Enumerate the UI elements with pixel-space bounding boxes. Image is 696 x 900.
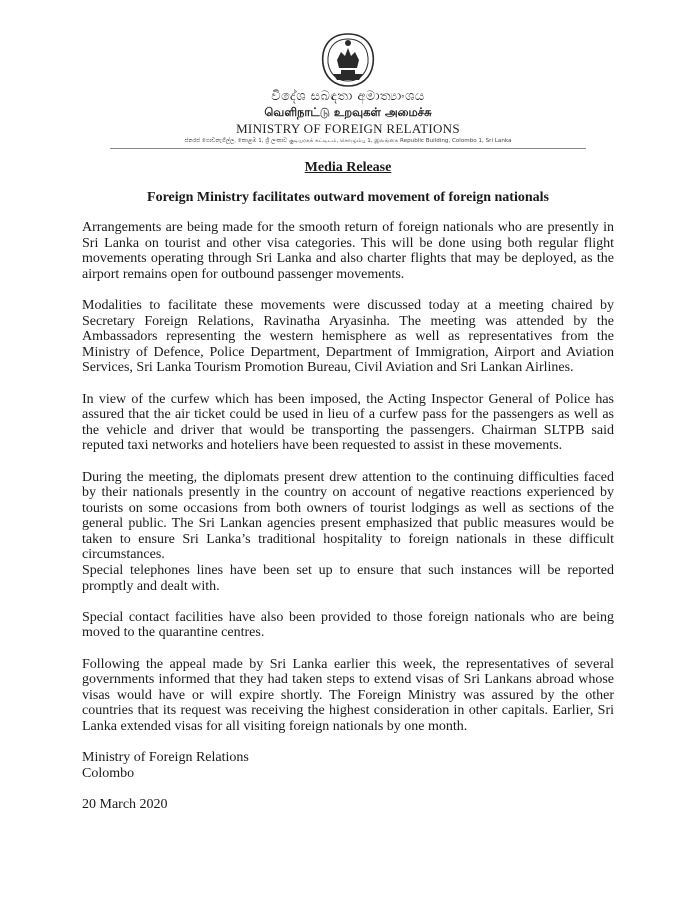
release-headline: Foreign Ministry facilitates outward movement of foreign nationals [147,190,549,205]
letterhead-name-sinhala: විදේශ සබඳතා අමාත්‍යාංශය [271,89,425,104]
sri-lanka-emblem-icon [315,30,381,90]
letterhead-address: ජනරජ ගොඩනැගිල්ල, කොළඹ 1, ශ්‍රී ලංකාව குடியரசுக் கட்டிடம், கொழும்பு 1, இலங்கை Republic Building, Colombo 1, Sri Lanka [184,138,512,144]
release-type-heading: Media Release [304,160,392,175]
paragraph: Following the appeal made by Sri Lanka earlier this week, the representatives of several governments informed that they had taken steps to extend visas of Sri Lankans abroad whose visas would have or will expire shortly. The Foreign Ministry was assured by the other countries that its request was receiving the highest consideration in other capitals. Earlier, Sri Lanka extended visas for all visiting foreign nationals by one month. [82,656,614,734]
paragraph: In view of the curfew which has been imposed, the Acting Inspector General of Police has assured that the air ticket could be used in lieu of a curfew pass for the passengers as well as the vehicle and driver that would be transporting the passengers. Chairman SLTPB said reputed taxi networks and hoteliers have been requested to assist in these movements. [82,391,614,454]
paragraph: Modalities to facilitate these movements were discussed today at a meeting chaired by Secretary Foreign Relations, Ravinatha Aryasinha. The meeting was attended by the Ambassadors representing the western hemisphere as well as representatives from the Ministry of Defence, Police Department, Department of Immigration, Airport and Aviation Services, Sri Lanka Tourism Promotion Bureau, Civil Aviation and Sri Lankan Airlines. [82,297,614,376]
signature-city: Colombo [82,765,135,781]
paragraph: Special telephones lines have been set up to ensure that such instances will be reported promptly and dealt with. [82,563,614,594]
paragraph: Special contact facilities have also been provided to those foreign nationals who are being moved to the quarantine centres. [82,609,614,641]
letterhead-divider [110,148,586,149]
release-date: 20 March 2020 [82,796,168,812]
signature-block [82,750,614,781]
paragraph: During the meeting, the diplomats present drew attention to the continuing difficulties faced by their nationals presently in the country on account of negative reactions experienced by tourists on some occasions from both owners of tourist lodgings as well as sections of the general public. The Sri Lankan agencies present emphasized that public measures would be taken to ensure Sri Lanka’s traditional hospitality to foreign nationals in these difficult circumstances. [82,469,614,563]
paragraph: Arrangements are being made for the smooth return of foreign nationals who are presently in Sri Lanka on tourist and other visa categories. This will be done using both regular flight movements operating through Sri Lanka and also charter flights that may be deployed, as the airport remains open for outbound passenger movements. [82,220,614,282]
release-body [82,220,614,813]
letterhead-name-tamil: வெளிநாட்டு உறவுகள் அமைச்சு [264,105,432,119]
signature-org: Ministry of Foreign Relations [82,750,249,766]
letterhead-name-english: MINISTRY OF FOREIGN RELATIONS [236,121,460,136]
